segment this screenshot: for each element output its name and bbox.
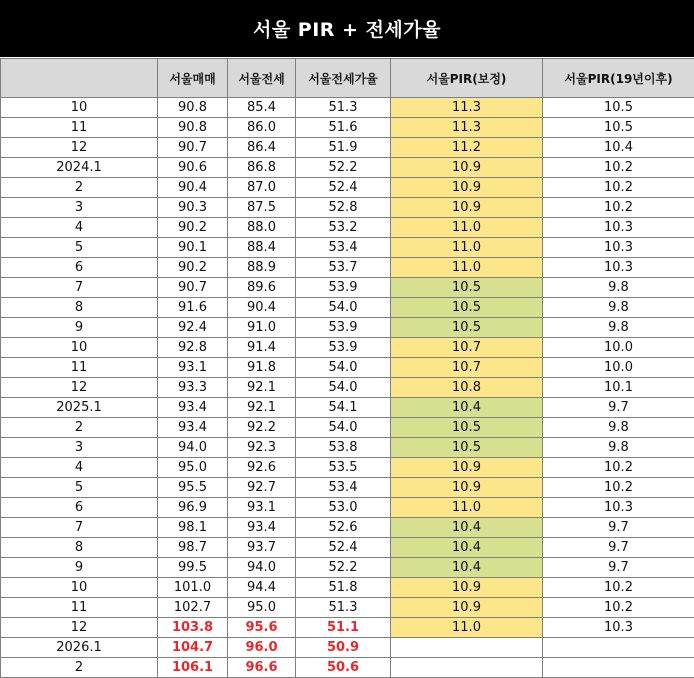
period-cell: 10 [1, 338, 158, 358]
period-cell: 6 [1, 498, 158, 518]
seoul-jeonse-ratio-cell: 54.0 [296, 358, 391, 378]
seoul-sale-cell: 90.2 [158, 218, 228, 238]
seoul-pir-since-2019-cell: 9.7 [543, 558, 694, 578]
seoul-pir-adjusted-cell: 11.0 [391, 618, 543, 638]
seoul-sale-cell: 106.1 [158, 658, 228, 678]
table-row [1, 398, 694, 418]
seoul-jeonse-ratio-cell: 52.2 [296, 558, 391, 578]
seoul-sale-cell: 93.1 [158, 358, 228, 378]
seoul-jeonse-cell: 88.4 [228, 238, 296, 258]
seoul-pir-since-2019-cell: 10.5 [543, 118, 694, 138]
table-row [1, 598, 694, 618]
table-row [1, 298, 694, 318]
seoul-jeonse-cell: 89.6 [228, 278, 296, 298]
table-body [1, 98, 694, 678]
table-row [1, 518, 694, 538]
seoul-sale-cell: 94.0 [158, 438, 228, 458]
table-row [1, 118, 694, 138]
seoul-jeonse-cell: 92.1 [228, 378, 296, 398]
seoul-jeonse-ratio-cell: 54.0 [296, 378, 391, 398]
seoul-pir-since-2019-cell: 10.4 [543, 138, 694, 158]
seoul-sale-cell: 90.4 [158, 178, 228, 198]
seoul-sale-cell: 92.4 [158, 318, 228, 338]
seoul-jeonse-ratio-cell: 51.3 [296, 598, 391, 618]
period-cell: 10 [1, 578, 158, 598]
seoul-pir-adjusted-cell: 10.9 [391, 178, 543, 198]
seoul-pir-since-2019-cell [543, 658, 694, 678]
seoul-sale-cell: 96.9 [158, 498, 228, 518]
seoul-pir-since-2019-cell: 9.8 [543, 438, 694, 458]
seoul-jeonse-ratio-cell: 53.0 [296, 498, 391, 518]
table-row [1, 538, 694, 558]
seoul-sale-cell: 90.3 [158, 198, 228, 218]
seoul-jeonse-ratio-cell: 53.9 [296, 338, 391, 358]
seoul-pir-adjusted-cell: 10.4 [391, 538, 543, 558]
table-row [1, 178, 694, 198]
seoul-pir-since-2019-cell: 10.3 [543, 238, 694, 258]
seoul-jeonse-cell: 94.4 [228, 578, 296, 598]
period-cell: 2 [1, 418, 158, 438]
table-row [1, 158, 694, 178]
seoul-pir-adjusted-cell: 11.0 [391, 258, 543, 278]
seoul-jeonse-cell: 95.0 [228, 598, 296, 618]
seoul-pir-adjusted-cell: 10.4 [391, 398, 543, 418]
seoul-pir-since-2019-cell: 10.2 [543, 158, 694, 178]
seoul-sale-cell: 90.8 [158, 98, 228, 118]
seoul-pir-since-2019-cell: 9.8 [543, 418, 694, 438]
seoul-jeonse-ratio-cell: 50.6 [296, 658, 391, 678]
seoul-pir-since-2019-cell: 10.2 [543, 478, 694, 498]
seoul-pir-adjusted-cell: 10.7 [391, 338, 543, 358]
seoul-sale-cell: 93.4 [158, 418, 228, 438]
period-cell: 3 [1, 198, 158, 218]
seoul-jeonse-cell: 86.4 [228, 138, 296, 158]
seoul-pir-adjusted-cell: 10.5 [391, 418, 543, 438]
seoul-pir-adjusted-cell: 11.0 [391, 498, 543, 518]
seoul-jeonse-ratio-cell: 52.6 [296, 518, 391, 538]
table-row [1, 138, 694, 158]
table-row [1, 658, 694, 678]
seoul-pir-since-2019-cell: 9.7 [543, 518, 694, 538]
seoul-jeonse-ratio-cell: 54.1 [296, 398, 391, 418]
seoul-jeonse-ratio-cell: 52.2 [296, 158, 391, 178]
seoul-sale-cell: 95.0 [158, 458, 228, 478]
seoul-jeonse-ratio-cell: 53.9 [296, 278, 391, 298]
table-row [1, 478, 694, 498]
seoul-jeonse-cell: 88.9 [228, 258, 296, 278]
seoul-sale-cell: 99.5 [158, 558, 228, 578]
seoul-sale-cell: 90.8 [158, 118, 228, 138]
period-cell: 9 [1, 558, 158, 578]
table-row [1, 418, 694, 438]
seoul-pir-adjusted-cell: 11.0 [391, 218, 543, 238]
period-cell: 11 [1, 358, 158, 378]
period-cell: 9 [1, 318, 158, 338]
table-row [1, 358, 694, 378]
seoul-jeonse-cell: 92.6 [228, 458, 296, 478]
seoul-jeonse-ratio-cell: 54.0 [296, 298, 391, 318]
seoul-sale-cell: 93.4 [158, 398, 228, 418]
period-cell: 12 [1, 618, 158, 638]
seoul-sale-cell: 101.0 [158, 578, 228, 598]
seoul-pir-adjusted-cell: 10.5 [391, 318, 543, 338]
table-row [1, 578, 694, 598]
header-seoul-jeonse: 서울전세 [228, 59, 296, 98]
seoul-pir-since-2019-cell: 10.2 [543, 178, 694, 198]
seoul-pir-since-2019-cell: 10.1 [543, 378, 694, 398]
seoul-jeonse-ratio-cell: 51.9 [296, 138, 391, 158]
seoul-pir-since-2019-cell: 9.8 [543, 278, 694, 298]
table-row [1, 278, 694, 298]
seoul-sale-cell: 102.7 [158, 598, 228, 618]
seoul-jeonse-ratio-cell: 50.9 [296, 638, 391, 658]
seoul-jeonse-ratio-cell: 51.8 [296, 578, 391, 598]
table-row [1, 98, 694, 118]
seoul-jeonse-ratio-cell: 51.1 [296, 618, 391, 638]
period-cell: 8 [1, 298, 158, 318]
seoul-jeonse-ratio-cell: 51.3 [296, 98, 391, 118]
seoul-pir-adjusted-cell: 10.9 [391, 478, 543, 498]
seoul-jeonse-cell: 87.0 [228, 178, 296, 198]
table-title: 서울 PIR + 전세가율 [0, 0, 694, 57]
header-row [1, 59, 694, 98]
table-row [1, 498, 694, 518]
table-row [1, 638, 694, 658]
seoul-sale-cell: 90.7 [158, 138, 228, 158]
period-cell: 2026.1 [1, 638, 158, 658]
seoul-jeonse-ratio-cell: 52.4 [296, 538, 391, 558]
table-row [1, 318, 694, 338]
period-cell: 4 [1, 218, 158, 238]
table-row [1, 218, 694, 238]
seoul-jeonse-cell: 90.4 [228, 298, 296, 318]
header-period [1, 59, 158, 98]
seoul-pir-adjusted-cell: 10.8 [391, 378, 543, 398]
period-cell: 11 [1, 598, 158, 618]
seoul-jeonse-cell: 86.8 [228, 158, 296, 178]
seoul-jeonse-cell: 93.7 [228, 538, 296, 558]
seoul-pir-adjusted-cell: 10.9 [391, 598, 543, 618]
seoul-pir-since-2019-cell: 10.3 [543, 258, 694, 278]
seoul-pir-adjusted-cell: 10.9 [391, 578, 543, 598]
seoul-pir-since-2019-cell: 10.2 [543, 598, 694, 618]
pir-jeonse-table [0, 58, 694, 678]
seoul-jeonse-ratio-cell: 53.5 [296, 458, 391, 478]
seoul-sale-cell: 98.7 [158, 538, 228, 558]
seoul-sale-cell: 93.3 [158, 378, 228, 398]
seoul-jeonse-ratio-cell: 51.6 [296, 118, 391, 138]
seoul-jeonse-cell: 96.6 [228, 658, 296, 678]
seoul-pir-adjusted-cell: 10.4 [391, 558, 543, 578]
seoul-jeonse-cell: 94.0 [228, 558, 296, 578]
seoul-pir-since-2019-cell: 9.7 [543, 398, 694, 418]
header-seoul-pir-adjusted: 서울PIR(보정) [391, 59, 543, 98]
table-row [1, 338, 694, 358]
seoul-jeonse-cell: 91.4 [228, 338, 296, 358]
period-cell: 5 [1, 238, 158, 258]
seoul-pir-since-2019-cell: 9.8 [543, 298, 694, 318]
period-cell: 5 [1, 478, 158, 498]
table-row [1, 378, 694, 398]
seoul-pir-adjusted-cell: 10.5 [391, 278, 543, 298]
seoul-pir-since-2019-cell: 10.0 [543, 338, 694, 358]
period-cell: 8 [1, 538, 158, 558]
seoul-pir-since-2019-cell: 10.5 [543, 98, 694, 118]
seoul-pir-adjusted-cell: 10.9 [391, 458, 543, 478]
period-cell: 2025.1 [1, 398, 158, 418]
seoul-pir-since-2019-cell: 10.3 [543, 218, 694, 238]
seoul-pir-adjusted-cell: 11.0 [391, 238, 543, 258]
seoul-pir-adjusted-cell: 11.3 [391, 118, 543, 138]
period-cell: 12 [1, 138, 158, 158]
period-cell: 12 [1, 378, 158, 398]
seoul-pir-since-2019-cell: 10.3 [543, 498, 694, 518]
seoul-pir-adjusted-cell: 10.5 [391, 438, 543, 458]
period-cell: 11 [1, 118, 158, 138]
seoul-pir-since-2019-cell: 9.8 [543, 318, 694, 338]
seoul-pir-since-2019-cell: 10.0 [543, 358, 694, 378]
seoul-jeonse-cell: 95.6 [228, 618, 296, 638]
seoul-jeonse-cell: 92.7 [228, 478, 296, 498]
seoul-jeonse-cell: 92.2 [228, 418, 296, 438]
seoul-pir-since-2019-cell: 10.3 [543, 618, 694, 638]
seoul-jeonse-cell: 96.0 [228, 638, 296, 658]
seoul-jeonse-cell: 85.4 [228, 98, 296, 118]
seoul-jeonse-cell: 91.0 [228, 318, 296, 338]
seoul-sale-cell: 103.8 [158, 618, 228, 638]
seoul-pir-adjusted-cell: 11.2 [391, 138, 543, 158]
seoul-sale-cell: 104.7 [158, 638, 228, 658]
seoul-sale-cell: 98.1 [158, 518, 228, 538]
seoul-jeonse-cell: 93.4 [228, 518, 296, 538]
seoul-pir-adjusted-cell: 10.7 [391, 358, 543, 378]
seoul-pir-since-2019-cell: 10.2 [543, 578, 694, 598]
seoul-jeonse-cell: 92.3 [228, 438, 296, 458]
table-row [1, 618, 694, 638]
table-row [1, 458, 694, 478]
seoul-pir-adjusted-cell: 11.3 [391, 98, 543, 118]
table-row [1, 438, 694, 458]
seoul-sale-cell: 90.1 [158, 238, 228, 258]
seoul-jeonse-cell: 91.8 [228, 358, 296, 378]
period-cell: 3 [1, 438, 158, 458]
period-cell: 2 [1, 658, 158, 678]
period-cell: 7 [1, 518, 158, 538]
period-cell: 2024.1 [1, 158, 158, 178]
seoul-sale-cell: 90.7 [158, 278, 228, 298]
seoul-jeonse-ratio-cell: 53.4 [296, 478, 391, 498]
seoul-sale-cell: 90.2 [158, 258, 228, 278]
seoul-pir-adjusted-cell: 10.4 [391, 518, 543, 538]
table-row [1, 558, 694, 578]
header-seoul-sale: 서울매매 [158, 59, 228, 98]
seoul-pir-since-2019-cell [543, 638, 694, 658]
seoul-pir-since-2019-cell: 10.2 [543, 198, 694, 218]
seoul-jeonse-cell: 92.1 [228, 398, 296, 418]
seoul-jeonse-ratio-cell: 53.9 [296, 318, 391, 338]
seoul-jeonse-ratio-cell: 53.7 [296, 258, 391, 278]
header-seoul-pir-since-2019: 서울PIR(19년이후) [543, 59, 694, 98]
seoul-jeonse-ratio-cell: 52.8 [296, 198, 391, 218]
seoul-pir-adjusted-cell: 10.9 [391, 158, 543, 178]
seoul-pir-adjusted-cell [391, 638, 543, 658]
seoul-sale-cell: 92.8 [158, 338, 228, 358]
period-cell: 2 [1, 178, 158, 198]
period-cell: 6 [1, 258, 158, 278]
table-row [1, 258, 694, 278]
period-cell: 7 [1, 278, 158, 298]
period-cell: 4 [1, 458, 158, 478]
seoul-pir-adjusted-cell: 10.9 [391, 198, 543, 218]
seoul-jeonse-ratio-cell: 53.2 [296, 218, 391, 238]
seoul-sale-cell: 90.6 [158, 158, 228, 178]
seoul-jeonse-ratio-cell: 53.4 [296, 238, 391, 258]
seoul-sale-cell: 95.5 [158, 478, 228, 498]
seoul-jeonse-cell: 86.0 [228, 118, 296, 138]
seoul-jeonse-cell: 87.5 [228, 198, 296, 218]
seoul-pir-since-2019-cell: 9.7 [543, 538, 694, 558]
seoul-jeonse-cell: 88.0 [228, 218, 296, 238]
header-seoul-jeonse-ratio: 서울전세가율 [296, 59, 391, 98]
seoul-jeonse-ratio-cell: 52.4 [296, 178, 391, 198]
period-cell: 10 [1, 98, 158, 118]
seoul-jeonse-cell: 93.1 [228, 498, 296, 518]
table-row [1, 198, 694, 218]
seoul-pir-adjusted-cell: 10.5 [391, 298, 543, 318]
table-row [1, 238, 694, 258]
seoul-jeonse-ratio-cell: 54.0 [296, 418, 391, 438]
seoul-pir-adjusted-cell [391, 658, 543, 678]
seoul-pir-since-2019-cell: 10.2 [543, 458, 694, 478]
seoul-sale-cell: 91.6 [158, 298, 228, 318]
seoul-jeonse-ratio-cell: 53.8 [296, 438, 391, 458]
